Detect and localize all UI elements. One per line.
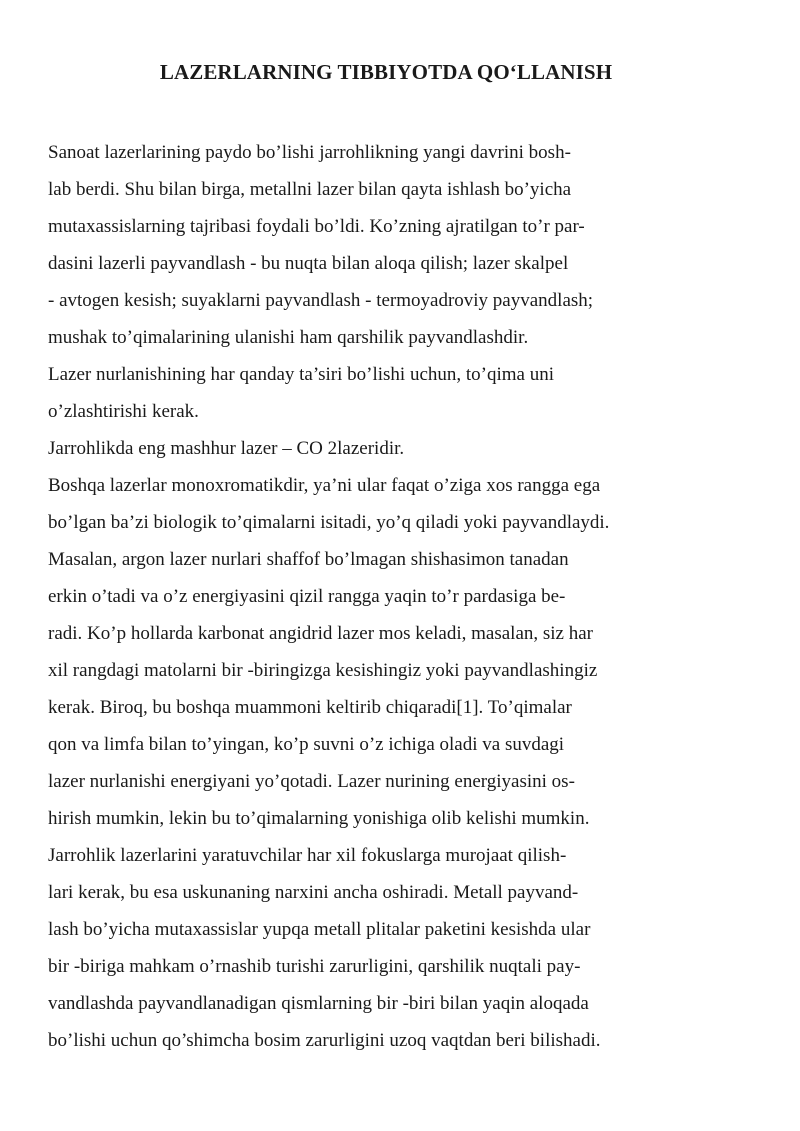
- body-line: bo’lgan ba’zi biologik to’qimalarni isitadi, yo’q qiladi yoki payvandlaydi.: [48, 512, 610, 533]
- body-line: lash bo’yicha mutaxassislar yupqa metall plitalar paketini kesishda ular: [48, 919, 591, 940]
- body-line: hirish mumkin, lekin bu to’qimalarning yonishiga olib kelishi mumkin.: [48, 808, 590, 829]
- body-line: xil rangdagi matolarni bir -biringizga kesishingiz yoki payvandlashingiz: [48, 660, 598, 681]
- body-line: mushak to’qimalarining ulanishi ham qarshilik payvandlashdir.: [48, 327, 529, 348]
- body-line: bo’lishi uchun qo’shimcha bosim zarurligini uzoq vaqtdan beri bilishadi.: [48, 1030, 601, 1051]
- body-line: lari kerak, bu esa uskunaning narxini ancha oshiradi. Metall payvand-: [48, 882, 579, 903]
- body-line: Jarrohlikda eng mashhur lazer – CO 2lazeridir.: [48, 438, 405, 459]
- document-title: LAZERLARNING TIBBIYOTDA QO‘LLANISH: [159, 60, 613, 84]
- body-line: Lazer nurlanishining har qanday ta’siri bo’lishi uchun, to’qima uni: [48, 364, 555, 385]
- body-line: erkin o’tadi va o’z energiyasini qizil rangga yaqin to’r pardasiga be-: [48, 586, 566, 607]
- body-line: o’zlashtirishi kerak.: [48, 401, 199, 422]
- document-body: [48, 134, 768, 1059]
- body-line: vandlashda payvandlanadigan qismlarning bir -biri bilan yaqin aloqada: [48, 993, 589, 1014]
- body-line: Jarrohlik lazerlarini yaratuvchilar har xil fokuslarga murojaat qilish-: [48, 845, 567, 866]
- body-line: Sanoat lazerlarining paydo bo’lishi jarrohlikning yangi davrini bosh-: [48, 142, 571, 163]
- body-line: bir -biriga mahkam o’rnashib turishi zarurligini, qarshilik nuqtali pay-: [48, 956, 581, 977]
- body-line: mutaxassislarning tajribasi foydali bo’ldi. Ko’zning ajratilgan to’r par-: [48, 216, 585, 237]
- body-line: radi. Ko’p hollarda karbonat angidrid lazer mos keladi, masalan, siz har: [48, 623, 593, 644]
- body-line: qon va limfa bilan to’yingan, ko’p suvni o’z ichiga oladi va suvdagi: [48, 734, 565, 755]
- body-line: lab berdi. Shu bilan birga, metallni lazer bilan qayta ishlash bo’yicha: [48, 179, 572, 200]
- body-line: Masalan, argon lazer nurlari shaffof bo’lmagan shishasimon tanadan: [48, 549, 569, 570]
- body-line: - avtogen kesish; suyaklarni payvandlash - termoyadroviy payvandlash;: [48, 290, 594, 311]
- body-line: Boshqa lazerlar monoxromatikdir, ya’ni ular faqat o’ziga xos rangga ega: [48, 475, 601, 496]
- body-line: lazer nurlanishi energiyani yo’qotadi. Lazer nurining energiyasini os-: [48, 771, 575, 792]
- body-line: dasini lazerli payvandlash - bu nuqta bilan aloqa qilish; lazer skalpel: [48, 253, 569, 274]
- body-line: kerak. Biroq, bu boshqa muammoni keltirib chiqaradi[1]. To’qimalar: [48, 697, 572, 718]
